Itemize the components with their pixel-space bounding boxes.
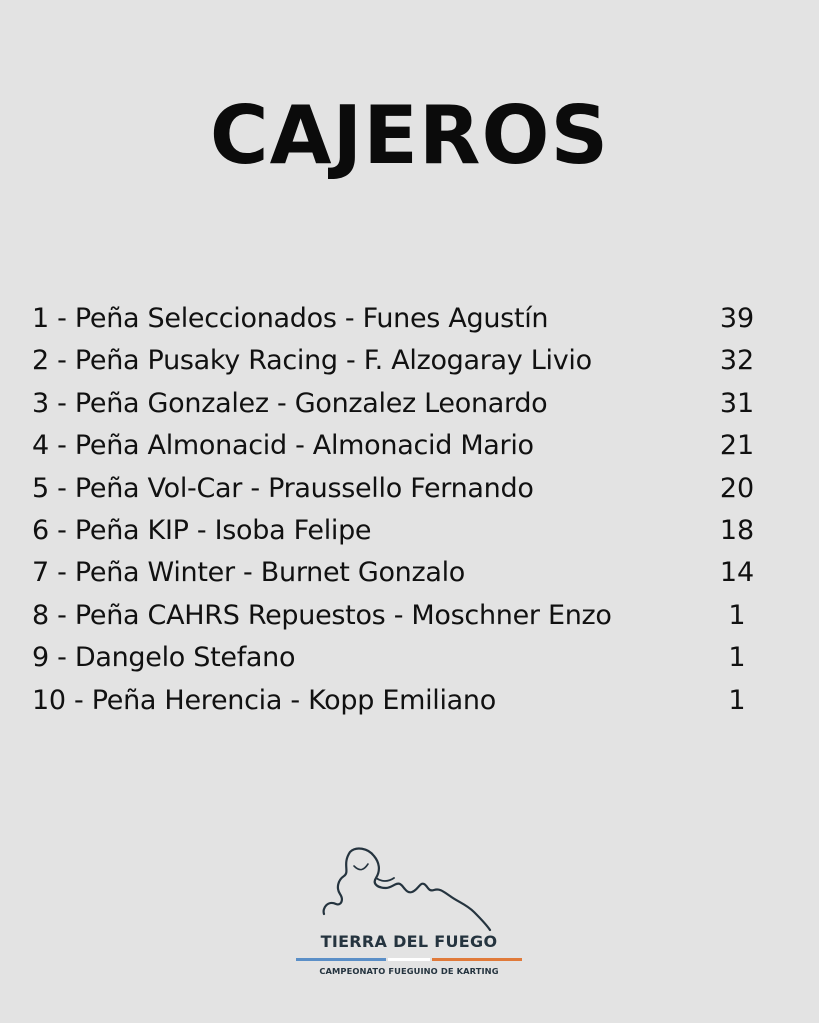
list-item	[32, 595, 772, 637]
driver-points: 18	[719, 514, 755, 546]
list-item	[32, 510, 772, 552]
driver-name: 6 - Peña KIP - Isoba Felipe	[32, 514, 372, 546]
list-item	[32, 425, 772, 467]
logo-bar-blue	[296, 958, 386, 961]
driver-points: 1	[728, 599, 746, 631]
list-item	[32, 680, 772, 722]
driver-points: 39	[719, 303, 755, 334]
list-item	[32, 298, 772, 340]
logo-color-bars	[296, 958, 522, 961]
driver-points: 32	[719, 345, 755, 377]
driver-name: 7 - Peña Winter - Burnet Gonzalo	[32, 557, 466, 589]
driver-name: 8 - Peña CAHRS Repuestos - Moschner Enzo	[32, 599, 612, 631]
list-item	[32, 552, 772, 594]
page-title: CAJEROS	[209, 89, 610, 182]
driver-name: 10 - Peña Herencia - Kopp Emiliano	[32, 684, 496, 716]
driver-points: 20	[719, 472, 755, 504]
driver-name: 1 - Peña Seleccionados - Funes Agustín	[32, 303, 549, 334]
driver-points: 21	[719, 430, 755, 462]
driver-points: 1	[728, 684, 746, 716]
logo-bar-white	[388, 958, 430, 961]
list-item	[32, 468, 772, 510]
mountain-silhouette-icon	[278, 842, 540, 937]
list-item	[32, 637, 772, 679]
driver-name: 2 - Peña Pusaky Racing - F. Alzogaray Livio	[32, 345, 592, 377]
driver-points: 1	[728, 642, 746, 674]
driver-name: 4 - Peña Almonacid - Almonacid Mario	[32, 430, 534, 462]
logo-title: TIERRA DEL FUEGO	[320, 932, 498, 951]
list-item	[32, 383, 772, 425]
standings-list	[32, 298, 772, 722]
driver-points: 31	[719, 387, 755, 419]
driver-points: 14	[719, 557, 755, 589]
driver-name: 3 - Peña Gonzalez - Gonzalez Leonardo	[32, 387, 548, 419]
list-item	[32, 340, 772, 382]
logo-bar-orange	[432, 958, 522, 961]
driver-name: 9 - Dangelo Stefano	[32, 642, 296, 674]
driver-name: 5 - Peña Vol-Car - Praussello Fernando	[32, 472, 534, 504]
championship-logo	[278, 842, 540, 982]
logo-subtitle: CAMPEONATO FUEGUINO DE KARTING	[319, 966, 499, 976]
